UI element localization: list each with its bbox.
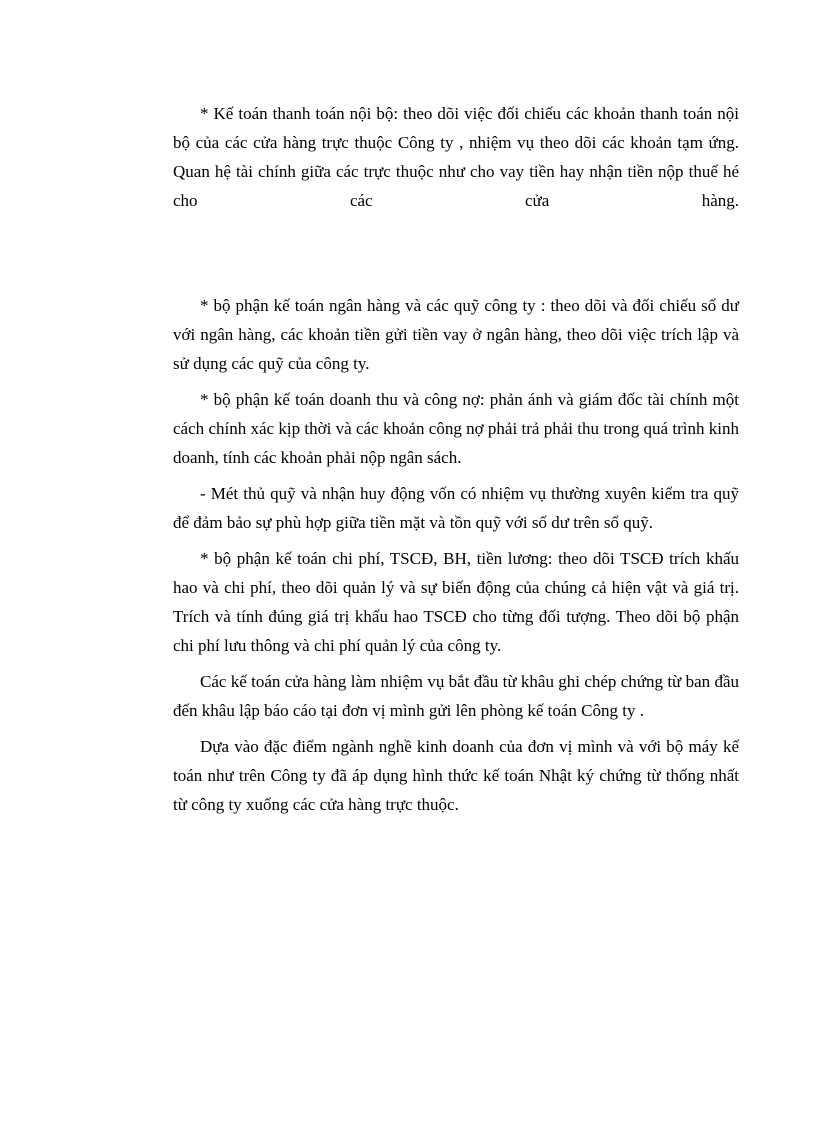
paragraph-accounting-form: Dựa vào đặc điểm ngành nghề kinh doanh của đơn vị mình và với bộ máy kế toán như trên Công ty đã áp dụng hình thức kế toán Nhật ký chứng từ thống nhất từ công ty xuống các cửa hàng trực thuộc.	[173, 737, 739, 814]
paragraph-bank-funds: * bộ phận kế toán ngân hàng và các quỹ công ty : theo dõi và đối chiếu số dư với ngân hàng, các khoản tiền gửi tiền vay ở ngân hàng, theo dõi việc trích lập và sử dụng các quỹ của công ty.	[173, 296, 739, 373]
paragraph-treasurer: - Mét thủ quỹ và nhận huy động vốn có nhiệm vụ thường xuyên kiểm tra quỹ để đảm bảo sự phù hợp giữa tiền mặt và tồn quỹ với số dư trên sổ quỹ.	[173, 484, 739, 532]
paragraph-revenue-debt: * bộ phận kế toán doanh thu và công nợ: phản ánh và giám đốc tài chính một cách chính xác kịp thời và các khoản công nợ phải trả phải thu trong quá trình kinh doanh, tính các khoản phải nộp ngân sách.	[173, 390, 739, 467]
paragraph-internal-payment: * Kế toán thanh toán nội bộ: theo dõi việc đối chiếu các khoản thanh toán nội bộ của các cửa hàng trực thuộc Công ty , nhiệm vụ theo dõi các khoản tạm ứng. Quan hệ tài chính giữa các trực thuộc như cho vay tiền hay nhận tiền nộp thuế hé cho các cửa hàng.	[173, 104, 739, 210]
paragraph-costs-assets: * bộ phận kế toán chi phí, TSCĐ, BH, tiền lương: theo dõi TSCĐ trích khấu hao và chi phí, theo dõi quản lý và sự biến động của chúng cả hiện vật và giá trị. Trích và tính đúng giá trị khấu hao TSCĐ cho từng đối tượng. Theo dõi bộ phận chi phí lưu thông và chi phí quản lý của công ty.	[173, 549, 739, 655]
paragraph-store-accountants: Các kế toán cửa hàng làm nhiệm vụ bắt đầu từ khâu ghi chép chứng từ ban đầu đến khâu lập báo cáo tại đơn vị mình gửi lên phòng kế toán Công ty .	[173, 672, 739, 720]
